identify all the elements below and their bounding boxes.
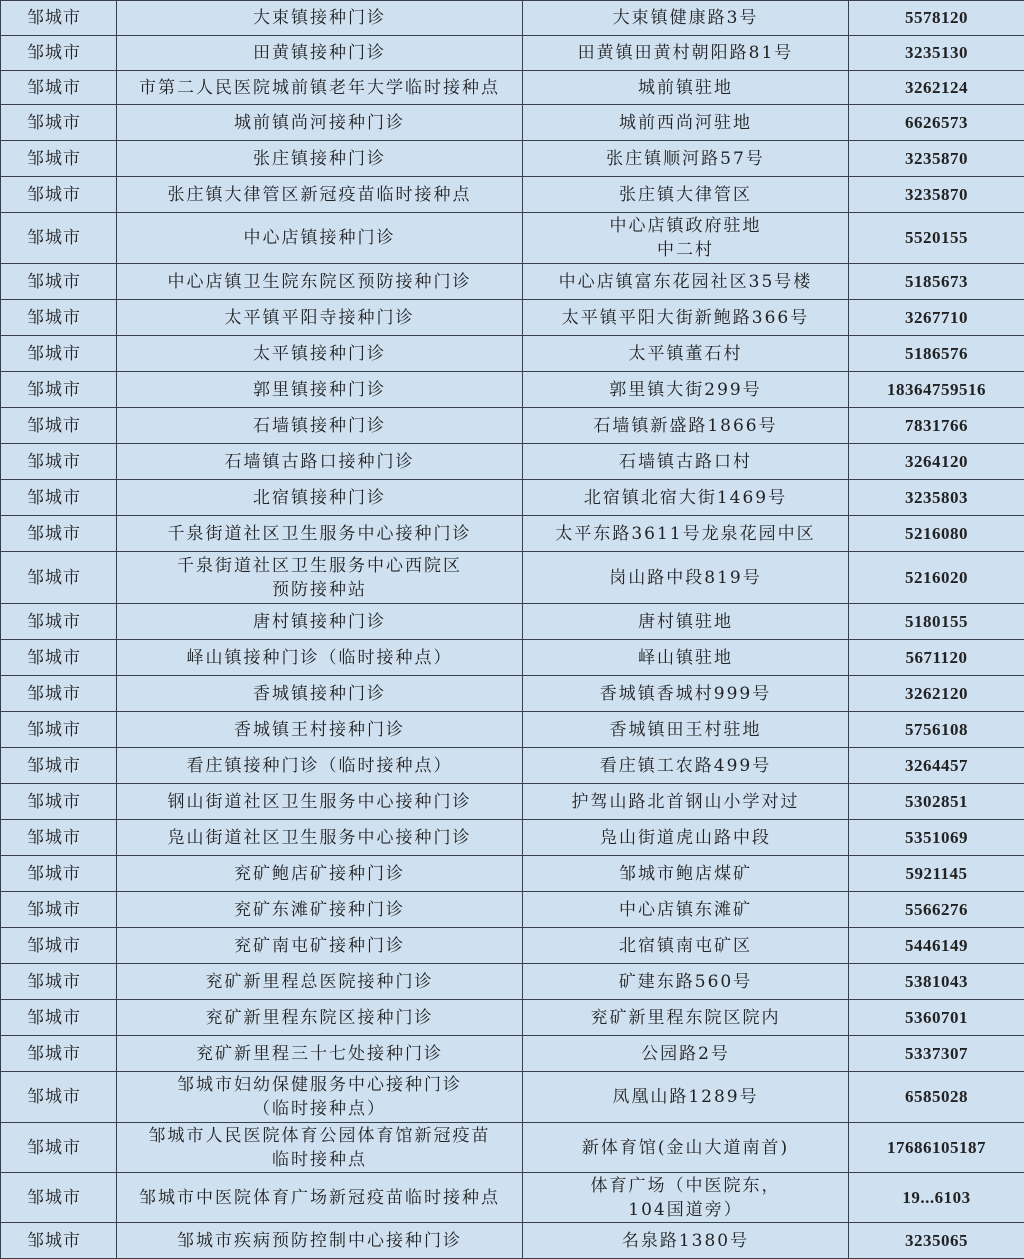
site-name-cell <box>117 676 523 712</box>
city-cell: 邹城市 <box>1 1036 117 1072</box>
address-line: 看庄镇工农路499号 <box>527 754 844 778</box>
phone-cell: 3262124 <box>849 71 1024 105</box>
city-cell: 邹城市 <box>1 105 117 141</box>
address-line: 太平镇平阳大街新鲍路366号 <box>527 306 844 330</box>
table-row <box>1 1000 1024 1036</box>
site-name-line: 兖矿新里程东院区接种门诊 <box>121 1006 518 1030</box>
phone-cell: 5446149 <box>849 928 1024 964</box>
table-row <box>1 177 1024 213</box>
city-cell: 邹城市 <box>1 604 117 640</box>
city-cell: 邹城市 <box>1 480 117 516</box>
site-name-line: （临时接种点） <box>121 1097 518 1121</box>
table-row <box>1 1072 1024 1123</box>
phone-cell: 3264120 <box>849 444 1024 480</box>
city-cell: 邹城市 <box>1 964 117 1000</box>
table-row <box>1 516 1024 552</box>
site-name-cell <box>117 712 523 748</box>
site-name-cell <box>117 748 523 784</box>
table-row <box>1 1223 1024 1259</box>
address-cell <box>523 964 849 1000</box>
site-name-line: 北宿镇接种门诊 <box>121 486 518 510</box>
table-row <box>1 640 1024 676</box>
city-cell: 邹城市 <box>1 444 117 480</box>
address-line: 凫山街道虎山路中段 <box>527 826 844 850</box>
address-line: 峄山镇驻地 <box>527 646 844 670</box>
address-line: 太平东路3611号龙泉花园中区 <box>527 522 844 546</box>
address-cell <box>523 892 849 928</box>
table-row <box>1 892 1024 928</box>
phone-cell: 6626573 <box>849 105 1024 141</box>
address-cell <box>523 712 849 748</box>
table-row <box>1 1036 1024 1072</box>
phone-cell: 19...6103 <box>849 1173 1024 1223</box>
site-name-cell <box>117 892 523 928</box>
site-name-line: 钢山街道社区卫生服务中心接种门诊 <box>121 790 518 814</box>
address-line: 兖矿新里程东院区院内 <box>527 1006 844 1030</box>
site-name-line: 预防接种站 <box>121 578 518 602</box>
site-name-cell <box>117 105 523 141</box>
table-row <box>1 408 1024 444</box>
site-name-cell <box>117 928 523 964</box>
site-name-cell <box>117 336 523 372</box>
phone-cell: 5216080 <box>849 516 1024 552</box>
phone-cell: 3262120 <box>849 676 1024 712</box>
address-cell <box>523 1 849 36</box>
table-row <box>1 1173 1024 1223</box>
site-name-cell <box>117 213 523 264</box>
address-cell <box>523 1072 849 1123</box>
phone-cell: 3235803 <box>849 480 1024 516</box>
address-cell <box>523 640 849 676</box>
site-name-line: 田黄镇接种门诊 <box>121 41 518 65</box>
address-line: 104国道旁） <box>527 1198 844 1222</box>
city-cell: 邹城市 <box>1 1223 117 1259</box>
phone-cell: 5337307 <box>849 1036 1024 1072</box>
address-line: 岗山路中段819号 <box>527 566 844 590</box>
address-cell <box>523 784 849 820</box>
phone-cell: 5186576 <box>849 336 1024 372</box>
phone-cell: 3235870 <box>849 177 1024 213</box>
table-row <box>1 336 1024 372</box>
address-line: 中二村 <box>527 238 844 262</box>
city-cell: 邹城市 <box>1 640 117 676</box>
phone-cell: 3264457 <box>849 748 1024 784</box>
table-row <box>1 712 1024 748</box>
site-name-cell <box>117 516 523 552</box>
address-line: 体育广场（中医院东， <box>527 1174 844 1198</box>
table-row <box>1 1123 1024 1173</box>
site-name-line: 兖矿新里程三十七处接种门诊 <box>121 1042 518 1066</box>
address-line: 大束镇健康路3号 <box>527 6 844 30</box>
site-name-line: 石墙镇古路口接种门诊 <box>121 450 518 474</box>
address-cell <box>523 480 849 516</box>
site-name-line: 大束镇接种门诊 <box>121 6 518 30</box>
site-name-cell <box>117 36 523 71</box>
phone-cell: 3267710 <box>849 300 1024 336</box>
phone-cell: 5671120 <box>849 640 1024 676</box>
site-name-line: 张庄镇接种门诊 <box>121 147 518 171</box>
site-name-cell <box>117 1173 523 1223</box>
table-row <box>1 105 1024 141</box>
address-line: 石墙镇新盛路1866号 <box>527 414 844 438</box>
site-name-line: 香城镇王村接种门诊 <box>121 718 518 742</box>
table-row <box>1 213 1024 264</box>
phone-cell: 5381043 <box>849 964 1024 1000</box>
site-name-line: 兖矿南屯矿接种门诊 <box>121 934 518 958</box>
address-line: 邹城市鲍店煤矿 <box>527 862 844 886</box>
site-name-cell <box>117 640 523 676</box>
city-cell: 邹城市 <box>1 820 117 856</box>
table-row <box>1 964 1024 1000</box>
site-name-cell <box>117 1123 523 1173</box>
site-name-line: 看庄镇接种门诊（临时接种点） <box>121 754 518 778</box>
address-cell <box>523 1223 849 1259</box>
site-name-cell <box>117 264 523 300</box>
phone-cell: 7831766 <box>849 408 1024 444</box>
site-name-cell <box>117 552 523 604</box>
city-cell: 邹城市 <box>1 1000 117 1036</box>
address-line: 石墙镇古路口村 <box>527 450 844 474</box>
table-row <box>1 676 1024 712</box>
address-cell <box>523 604 849 640</box>
address-line: 唐村镇驻地 <box>527 610 844 634</box>
address-line: 中心店镇富东花园社区35号楼 <box>527 270 844 294</box>
address-cell <box>523 552 849 604</box>
table-row <box>1 480 1024 516</box>
address-line: 香城镇香城村999号 <box>527 682 844 706</box>
city-cell: 邹城市 <box>1 300 117 336</box>
address-line: 郭里镇大街299号 <box>527 378 844 402</box>
site-name-line: 太平镇平阳寺接种门诊 <box>121 306 518 330</box>
city-cell: 邹城市 <box>1 712 117 748</box>
table-row <box>1 264 1024 300</box>
address-cell <box>523 676 849 712</box>
address-cell <box>523 177 849 213</box>
site-name-line: 临时接种点 <box>121 1148 518 1172</box>
site-name-line: 香城镇接种门诊 <box>121 682 518 706</box>
address-line: 凤凰山路1289号 <box>527 1085 844 1109</box>
table-row <box>1 300 1024 336</box>
table-row <box>1 856 1024 892</box>
site-name-cell <box>117 1000 523 1036</box>
site-name-line: 中心店镇卫生院东院区预防接种门诊 <box>121 270 518 294</box>
table-row <box>1 748 1024 784</box>
city-cell: 邹城市 <box>1 1173 117 1223</box>
address-line: 城前镇驻地 <box>527 76 844 100</box>
site-name-line: 唐村镇接种门诊 <box>121 610 518 634</box>
table-row <box>1 820 1024 856</box>
address-line: 名泉路1380号 <box>527 1229 844 1253</box>
city-cell: 邹城市 <box>1 1 117 36</box>
city-cell: 邹城市 <box>1 784 117 820</box>
address-cell <box>523 300 849 336</box>
site-name-cell <box>117 964 523 1000</box>
address-cell <box>523 1173 849 1223</box>
site-name-cell <box>117 372 523 408</box>
site-name-line: 邹城市人民医院体育公园体育馆新冠疫苗 <box>121 1124 518 1148</box>
address-cell <box>523 372 849 408</box>
phone-cell: 6585028 <box>849 1072 1024 1123</box>
site-name-line: 邹城市妇幼保健服务中心接种门诊 <box>121 1073 518 1097</box>
address-cell <box>523 516 849 552</box>
site-name-line: 凫山街道社区卫生服务中心接种门诊 <box>121 826 518 850</box>
site-name-cell <box>117 604 523 640</box>
address-cell <box>523 105 849 141</box>
city-cell: 邹城市 <box>1 141 117 177</box>
address-line: 田黄镇田黄村朝阳路81号 <box>527 41 844 65</box>
address-line: 公园路2号 <box>527 1042 844 1066</box>
site-name-line: 千泉街道社区卫生服务中心接种门诊 <box>121 522 518 546</box>
table-row <box>1 36 1024 71</box>
address-line: 张庄镇大律管区 <box>527 183 844 207</box>
site-name-cell <box>117 1 523 36</box>
city-cell: 邹城市 <box>1 336 117 372</box>
table-row <box>1 784 1024 820</box>
phone-cell: 17686105187 <box>849 1123 1024 1173</box>
city-cell: 邹城市 <box>1 748 117 784</box>
site-name-line: 峄山镇接种门诊（临时接种点） <box>121 646 518 670</box>
address-line: 北宿镇北宿大街1469号 <box>527 486 844 510</box>
phone-cell: 5185673 <box>849 264 1024 300</box>
table-row <box>1 141 1024 177</box>
table-row <box>1 372 1024 408</box>
site-name-line: 石墙镇接种门诊 <box>121 414 518 438</box>
address-line: 新体育馆(金山大道南首) <box>527 1136 844 1160</box>
site-name-cell <box>117 1036 523 1072</box>
phone-cell: 5180155 <box>849 604 1024 640</box>
site-name-line: 郭里镇接种门诊 <box>121 378 518 402</box>
table-row <box>1 928 1024 964</box>
site-name-line: 兖矿新里程总医院接种门诊 <box>121 970 518 994</box>
address-line: 中心店镇东滩矿 <box>527 898 844 922</box>
address-cell <box>523 748 849 784</box>
address-line: 中心店镇政府驻地 <box>527 214 844 238</box>
address-cell <box>523 820 849 856</box>
site-name-line: 邹城市疾病预防控制中心接种门诊 <box>121 1229 518 1253</box>
site-name-cell <box>117 820 523 856</box>
address-line: 护驾山路北首钢山小学对过 <box>527 790 844 814</box>
address-cell <box>523 444 849 480</box>
phone-cell: 5921145 <box>849 856 1024 892</box>
phone-cell: 5520155 <box>849 213 1024 264</box>
city-cell: 邹城市 <box>1 71 117 105</box>
site-name-line: 市第二人民医院城前镇老年大学临时接种点 <box>121 76 518 100</box>
address-cell <box>523 928 849 964</box>
address-line: 太平镇董石村 <box>527 342 844 366</box>
address-line: 城前西尚河驻地 <box>527 111 844 135</box>
city-cell: 邹城市 <box>1 408 117 444</box>
site-name-cell <box>117 1072 523 1123</box>
city-cell: 邹城市 <box>1 552 117 604</box>
site-name-cell <box>117 444 523 480</box>
address-cell <box>523 1000 849 1036</box>
address-cell <box>523 213 849 264</box>
site-name-line: 张庄镇大律管区新冠疫苗临时接种点 <box>121 183 518 207</box>
phone-cell: 5351069 <box>849 820 1024 856</box>
site-name-cell <box>117 408 523 444</box>
phone-cell: 3235870 <box>849 141 1024 177</box>
address-cell <box>523 856 849 892</box>
table-row <box>1 1 1024 36</box>
city-cell: 邹城市 <box>1 264 117 300</box>
address-cell <box>523 1123 849 1173</box>
address-cell <box>523 36 849 71</box>
site-name-cell <box>117 856 523 892</box>
site-name-cell <box>117 71 523 105</box>
city-cell: 邹城市 <box>1 372 117 408</box>
address-line: 香城镇田王村驻地 <box>527 718 844 742</box>
address-line: 北宿镇南屯矿区 <box>527 934 844 958</box>
city-cell: 邹城市 <box>1 856 117 892</box>
phone-cell: 5302851 <box>849 784 1024 820</box>
city-cell: 邹城市 <box>1 516 117 552</box>
site-name-cell <box>117 480 523 516</box>
site-name-cell <box>117 1223 523 1259</box>
city-cell: 邹城市 <box>1 676 117 712</box>
table-row <box>1 552 1024 604</box>
address-cell <box>523 336 849 372</box>
address-cell <box>523 141 849 177</box>
address-line: 张庄镇顺河路57号 <box>527 147 844 171</box>
site-name-cell <box>117 300 523 336</box>
site-name-cell <box>117 784 523 820</box>
site-name-cell <box>117 177 523 213</box>
city-cell: 邹城市 <box>1 928 117 964</box>
phone-cell: 5360701 <box>849 1000 1024 1036</box>
phone-cell: 5756108 <box>849 712 1024 748</box>
table-row <box>1 71 1024 105</box>
address-cell <box>523 1036 849 1072</box>
site-name-line: 千泉街道社区卫生服务中心西院区 <box>121 554 518 578</box>
city-cell: 邹城市 <box>1 36 117 71</box>
phone-cell: 3235130 <box>849 36 1024 71</box>
site-name-line: 兖矿鲍店矿接种门诊 <box>121 862 518 886</box>
city-cell: 邹城市 <box>1 892 117 928</box>
phone-cell: 18364759516 <box>849 372 1024 408</box>
site-name-line: 邹城市中医院体育广场新冠疫苗临时接种点 <box>121 1186 518 1210</box>
address-line: 矿建东路560号 <box>527 970 844 994</box>
address-cell <box>523 264 849 300</box>
table-row <box>1 604 1024 640</box>
phone-cell: 5216020 <box>849 552 1024 604</box>
site-name-line: 城前镇尚河接种门诊 <box>121 111 518 135</box>
city-cell: 邹城市 <box>1 213 117 264</box>
phone-cell: 3235065 <box>849 1223 1024 1259</box>
table-row <box>1 444 1024 480</box>
phone-cell: 5578120 <box>849 1 1024 36</box>
address-cell <box>523 71 849 105</box>
city-cell: 邹城市 <box>1 177 117 213</box>
city-cell: 邹城市 <box>1 1072 117 1123</box>
site-name-line: 太平镇接种门诊 <box>121 342 518 366</box>
site-name-line: 中心店镇接种门诊 <box>121 226 518 250</box>
city-cell: 邹城市 <box>1 1123 117 1173</box>
phone-cell: 5566276 <box>849 892 1024 928</box>
site-name-line: 兖矿东滩矿接种门诊 <box>121 898 518 922</box>
address-cell <box>523 408 849 444</box>
site-name-cell <box>117 141 523 177</box>
